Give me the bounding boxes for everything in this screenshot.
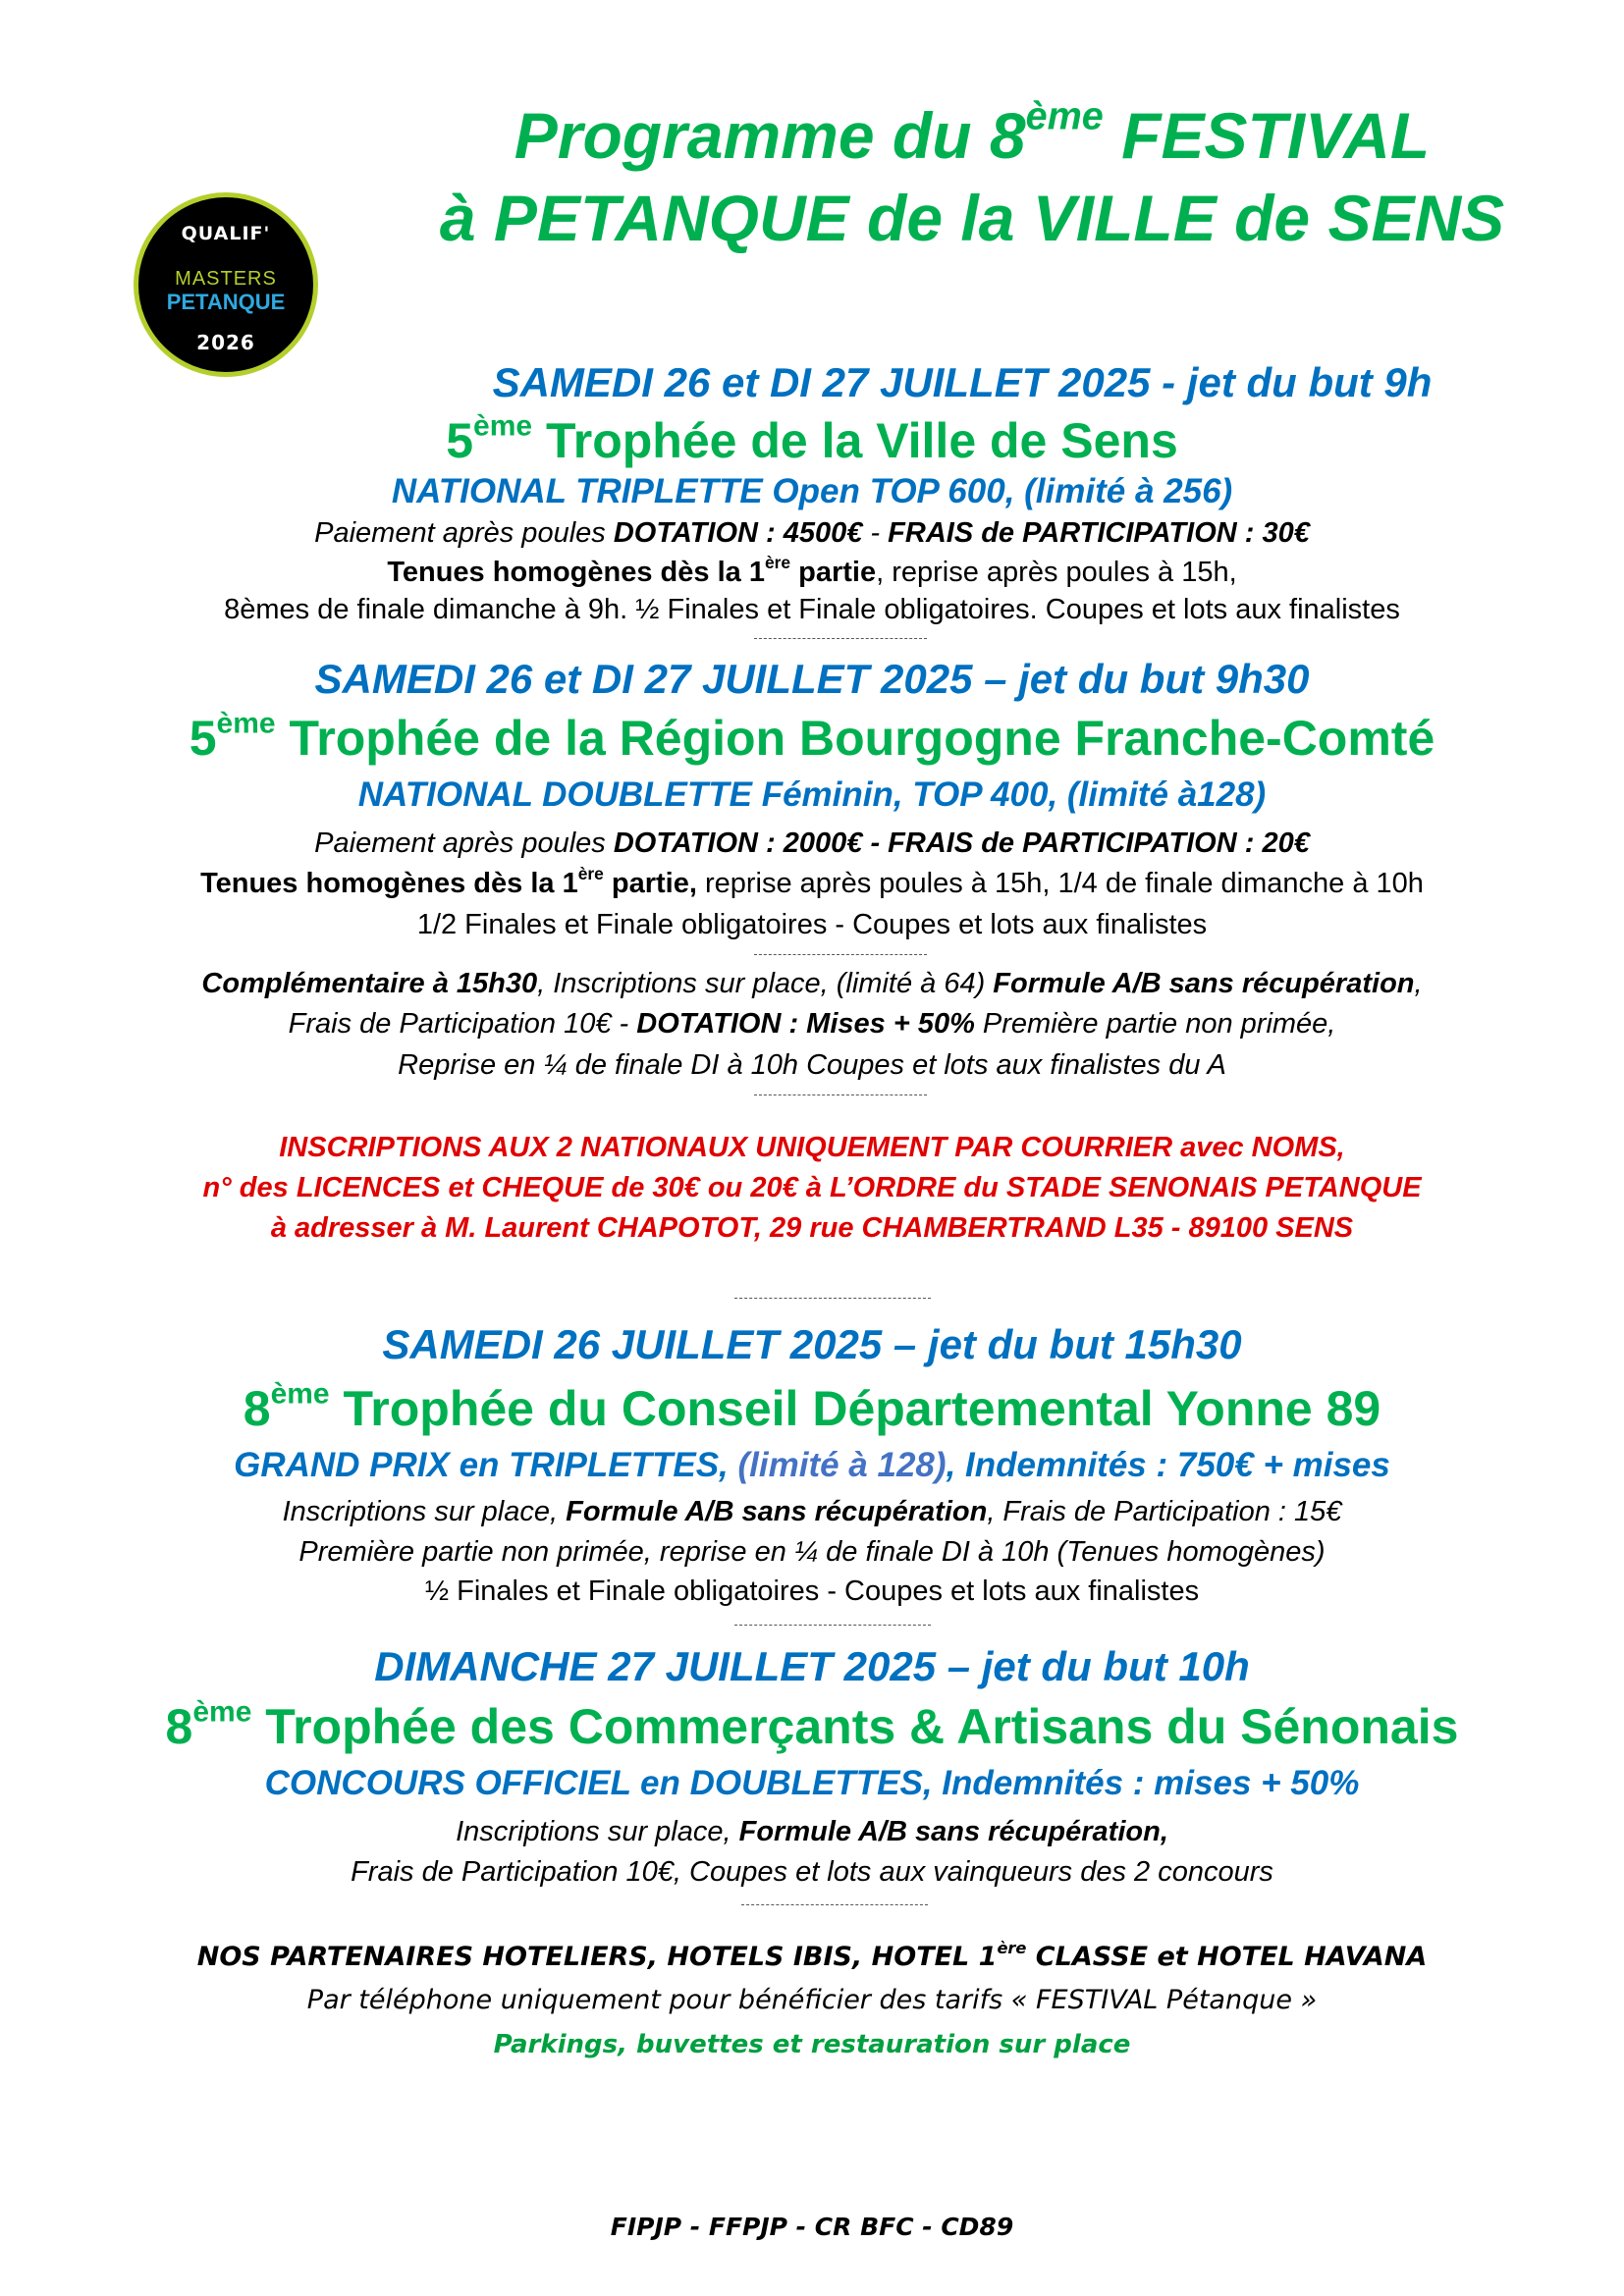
event2-line-1: Paiement après poules DOTATION : 2000€ - FRAIS de PARTICIPATION : 20€	[314, 828, 1310, 859]
event1-trophy: 5ème Trophée de la Ville de Sens	[446, 409, 1178, 468]
event3-line-3: ½ Finales et Finale obligatoires - Coupes et lots aux finalistes	[424, 1575, 1200, 1607]
event4-trophy: 8ème Trophée des Commerçants & Artisans du Sénonais	[165, 1695, 1459, 1754]
complementaire-line-2: Frais de Participation 10€ - DOTATION : Mises + 50% Première partie non primée,	[288, 1008, 1336, 1040]
inscriptions-line-1: INSCRIPTIONS AUX 2 NATIONAUX UNIQUEMENT PAR COURRIER avec NOMS,	[279, 1132, 1345, 1163]
event3-trophy: 8ème Trophée du Conseil Départemental Yonne 89	[243, 1377, 1381, 1436]
logo-year: 2026	[196, 331, 255, 354]
event1-date: SAMEDI 26 et DI 27 JUILLET 2025 - jet du but 9h	[492, 359, 1433, 405]
logo-top-text: QUALIF'	[181, 223, 271, 244]
qualif-masters-logo	[134, 192, 318, 377]
event4-date: DIMANCHE 27 JUILLET 2025 – jet du but 10h	[374, 1643, 1250, 1689]
event2-line-3: 1/2 Finales et Finale obligatoires - Coupes et lots aux finalistes	[416, 909, 1208, 940]
event2-date: SAMEDI 26 et DI 27 JUILLET 2025 – jet du but 9h30	[314, 656, 1310, 702]
partners-line-1: NOS PARTENAIRES HOTELIERS, HOTELS IBIS, HOTEL 1ère CLASSE et HOTEL HAVANA	[196, 1938, 1428, 1972]
event1-line-3: 8èmes de finale dimanche à 9h. ½ Finales et Finale obligatoires. Coupes et lots aux finalistes	[224, 594, 1400, 625]
inscriptions-line-2: n° des LICENCES et CHEQUE de 30€ ou 20€ à L’ORDRE du STADE SENONAIS PETANQUE	[202, 1172, 1422, 1203]
separator	[741, 1904, 928, 1905]
complementaire-line-1: Complémentaire à 15h30, Inscriptions sur place, (limité à 64) Formule A/B sans récupération,	[201, 968, 1423, 999]
event2-line-2: Tenues homogènes dès la 1ère partie, reprise après poules à 15h, 1/4 de finale dimanche à 10h	[200, 863, 1424, 899]
partners-line-2: Par téléphone uniquement pour bénéficier des tarifs « FESTIVAL Pétanque »	[306, 1985, 1318, 2015]
event2-subtitle: NATIONAL DOUBLETTE Féminin, TOP 400, (limité à128)	[357, 775, 1267, 814]
event3-line-2: Première partie non primée, reprise en ¼ de finale DI à 10h (Tenues homogènes)	[298, 1536, 1326, 1568]
inscriptions-line-3: à adresser à M. Laurent CHAPOTOT, 29 rue CHAMBERTRAND L35 - 89100 SENS	[270, 1212, 1354, 1244]
page-title-line-1: Programme du 8ème FESTIVAL	[514, 94, 1431, 172]
event4-subtitle: CONCOURS OFFICIEL en DOUBLETTES, Indemnités : mises + 50%	[264, 1764, 1360, 1802]
logo-petanque-text: PETANQUE	[166, 290, 286, 314]
event1-line-2: Tenues homogènes dès la 1ère partie, reprise après poules à 15h,	[387, 552, 1237, 588]
page-title-line-2: à PETANQUE de la VILLE de SENS	[439, 182, 1505, 254]
separator	[754, 638, 927, 639]
partners-line-3: Parkings, buvettes et restauration sur place	[493, 2030, 1131, 2059]
footer-federations: FIPJP - FFPJP - CR BFC - CD89	[610, 2213, 1014, 2241]
separator	[734, 1625, 931, 1626]
event2-trophy: 5ème Trophée de la Région Bourgogne Franche-Comté	[189, 707, 1435, 766]
event3-date: SAMEDI 26 JUILLET 2025 – jet du but 15h30	[382, 1321, 1242, 1367]
separator	[734, 1298, 931, 1299]
event4-line-1: Inscriptions sur place, Formule A/B sans récupération,	[456, 1816, 1168, 1847]
logo-masters-text: MASTERS	[175, 268, 277, 290]
event3-subtitle: GRAND PRIX en TRIPLETTES, (limité à 128), Indemnités : 750€ + mises	[234, 1446, 1390, 1484]
event4-line-2: Frais de Participation 10€, Coupes et lots aux vainqueurs des 2 concours	[351, 1856, 1273, 1888]
event1-subtitle: NATIONAL TRIPLETTE Open TOP 600, (limité à 256)	[391, 472, 1233, 510]
event1-line-1: Paiement après poules DOTATION : 4500€ - FRAIS de PARTICIPATION : 30€	[314, 517, 1310, 549]
complementaire-line-3: Reprise en ¼ de finale DI à 10h Coupes et lots aux finalistes du A	[398, 1049, 1226, 1081]
separator	[754, 954, 927, 955]
event3-line-1: Inscriptions sur place, Formule A/B sans récupération, Frais de Participation : 15€	[282, 1496, 1342, 1527]
